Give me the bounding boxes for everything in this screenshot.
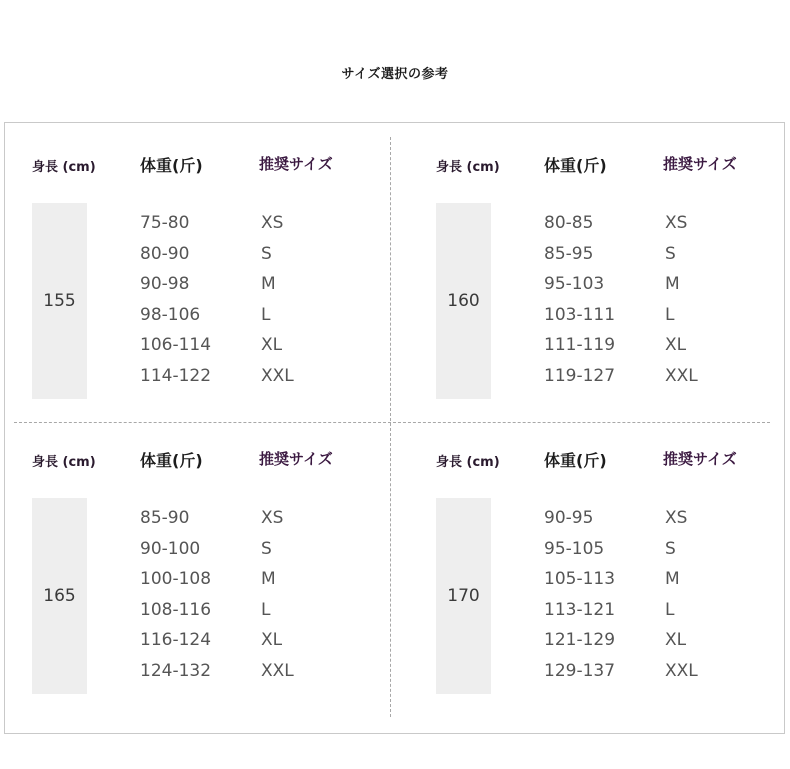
recommended-size: XL bbox=[261, 335, 283, 356]
weight-range: 114-122 bbox=[140, 365, 212, 386]
height-column-header: 身長 (cm) bbox=[32, 455, 96, 470]
weight-range: 103-111 bbox=[544, 304, 616, 325]
table-row bbox=[140, 539, 400, 570]
table-row bbox=[140, 305, 400, 336]
weight-range: 129-137 bbox=[544, 660, 616, 681]
recommended-size: M bbox=[261, 274, 276, 295]
weight-range: 90-98 bbox=[140, 274, 190, 295]
table-row bbox=[140, 630, 400, 661]
weight-range: 116-124 bbox=[140, 630, 212, 651]
recommended-size: S bbox=[261, 243, 272, 264]
recommended-size: M bbox=[261, 569, 276, 590]
weight-range: 111-119 bbox=[544, 335, 616, 356]
weight-range: 80-85 bbox=[544, 213, 594, 233]
recommended-size: XL bbox=[665, 630, 687, 651]
recommended-size: XL bbox=[665, 335, 687, 356]
recommended-size: XXL bbox=[261, 365, 294, 386]
weight-column-header: 体重(斤) bbox=[544, 156, 607, 175]
table-row bbox=[544, 244, 790, 275]
height-value: 155 bbox=[32, 203, 87, 399]
weight-column-header: 体重(斤) bbox=[140, 156, 203, 175]
recommended-size: XS bbox=[261, 213, 284, 233]
recommended-size: XXL bbox=[665, 660, 698, 681]
recommended-size: S bbox=[665, 243, 676, 264]
table-row bbox=[544, 366, 790, 397]
table-row bbox=[140, 366, 400, 397]
table-row bbox=[544, 539, 790, 570]
weight-range: 100-108 bbox=[140, 569, 212, 590]
height-value: 160 bbox=[436, 203, 491, 399]
table-row bbox=[544, 569, 790, 600]
size-column-header: 推奨サイズ bbox=[663, 155, 737, 173]
weight-range: 75-80 bbox=[140, 213, 190, 233]
size-rows bbox=[140, 213, 400, 397]
recommended-size: XL bbox=[261, 630, 283, 651]
size-column-header: 推奨サイズ bbox=[259, 450, 333, 468]
height-column-header: 身長 (cm) bbox=[436, 455, 500, 470]
table-row bbox=[140, 661, 400, 692]
recommended-size: XS bbox=[665, 213, 688, 233]
weight-range: 121-129 bbox=[544, 630, 616, 651]
recommended-size: S bbox=[261, 538, 272, 559]
weight-range: 105-113 bbox=[544, 569, 616, 590]
size-rows bbox=[544, 213, 790, 397]
weight-range: 85-95 bbox=[544, 243, 594, 264]
recommended-size: XXL bbox=[665, 365, 698, 386]
recommended-size: XS bbox=[665, 508, 688, 528]
table-row bbox=[140, 600, 400, 631]
size-column-header: 推奨サイズ bbox=[259, 155, 333, 173]
recommended-size: L bbox=[261, 599, 271, 620]
size-column-header: 推奨サイズ bbox=[663, 450, 737, 468]
weight-column-header: 体重(斤) bbox=[140, 451, 203, 470]
size-group-165 bbox=[32, 448, 412, 738]
table-row bbox=[544, 508, 790, 539]
weight-range: 95-105 bbox=[544, 538, 605, 559]
weight-range: 98-106 bbox=[140, 304, 201, 325]
weight-range: 80-90 bbox=[140, 243, 190, 264]
height-value: 165 bbox=[32, 498, 87, 694]
table-row bbox=[544, 600, 790, 631]
weight-range: 90-100 bbox=[140, 538, 201, 559]
size-group-170 bbox=[436, 448, 790, 738]
table-row bbox=[544, 305, 790, 336]
page-title: サイズ選択の参考 bbox=[341, 67, 449, 82]
weight-range: 90-95 bbox=[544, 508, 594, 528]
table-row bbox=[140, 335, 400, 366]
table-row bbox=[544, 335, 790, 366]
table-row bbox=[544, 213, 790, 244]
weight-column-header: 体重(斤) bbox=[544, 451, 607, 470]
recommended-size: XS bbox=[261, 508, 284, 528]
recommended-size: M bbox=[665, 569, 680, 590]
weight-range: 95-103 bbox=[544, 274, 605, 295]
height-column-header: 身長 (cm) bbox=[32, 160, 96, 175]
size-rows bbox=[140, 508, 400, 692]
weight-range: 85-90 bbox=[140, 508, 190, 528]
size-rows bbox=[544, 508, 790, 692]
recommended-size: L bbox=[665, 599, 675, 620]
height-column-header: 身長 (cm) bbox=[436, 160, 500, 175]
recommended-size: S bbox=[665, 538, 676, 559]
recommended-size: L bbox=[665, 304, 675, 325]
table-row bbox=[544, 661, 790, 692]
table-row bbox=[140, 213, 400, 244]
table-row bbox=[544, 630, 790, 661]
table-row bbox=[140, 274, 400, 305]
height-value: 170 bbox=[436, 498, 491, 694]
table-row bbox=[140, 508, 400, 539]
recommended-size: M bbox=[665, 274, 680, 295]
weight-range: 119-127 bbox=[544, 365, 616, 386]
size-group-155 bbox=[32, 153, 412, 443]
size-group-160 bbox=[436, 153, 790, 443]
weight-range: 124-132 bbox=[140, 660, 212, 681]
table-row bbox=[544, 274, 790, 305]
weight-range: 108-116 bbox=[140, 599, 212, 620]
weight-range: 113-121 bbox=[544, 599, 616, 620]
recommended-size: XXL bbox=[261, 660, 294, 681]
table-row bbox=[140, 244, 400, 275]
recommended-size: L bbox=[261, 304, 271, 325]
table-row bbox=[140, 569, 400, 600]
weight-range: 106-114 bbox=[140, 335, 212, 356]
